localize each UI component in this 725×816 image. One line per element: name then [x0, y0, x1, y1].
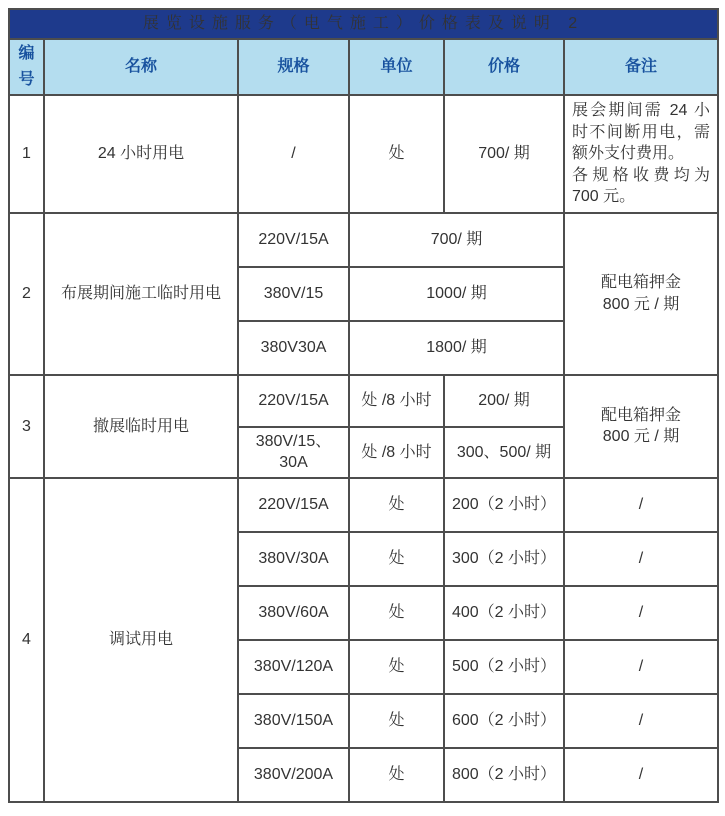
cell-name: 24 小时用电: [44, 95, 238, 213]
cell-spec: 380V/150A: [238, 694, 349, 748]
price-table: [8, 8, 719, 803]
table-row: [9, 95, 718, 213]
cell-price: 300（2 小时）: [444, 532, 564, 586]
cell-spec: 380V/15、30A: [238, 427, 349, 478]
cell-price: 400（2 小时）: [444, 586, 564, 640]
cell-name: 调试用电: [44, 478, 238, 802]
table-title: 展览设施服务（电气施工）价格表及说明 2: [9, 9, 718, 39]
cell-spec: 220V/15A: [238, 478, 349, 532]
header-name: 名称: [44, 39, 238, 95]
cell-price: 200/ 期: [444, 375, 564, 427]
cell-note: /: [564, 748, 718, 802]
cell-note: [564, 375, 718, 478]
cell-unit: 处: [349, 748, 444, 802]
table-row: [9, 478, 718, 532]
cell-unit: 处: [349, 586, 444, 640]
cell-price: 700/ 期: [349, 213, 564, 267]
cell-unit: 处 /8 小时: [349, 375, 444, 427]
cell-spec: 380V/30A: [238, 532, 349, 586]
cell-id: 1: [9, 95, 44, 213]
cell-unit: 处 /8 小时: [349, 427, 444, 478]
cell-note: /: [564, 478, 718, 532]
cell-price: 300、500/ 期: [444, 427, 564, 478]
cell-price: 1000/ 期: [349, 267, 564, 321]
cell-price: 500（2 小时）: [444, 640, 564, 694]
note-line: 800 元 / 期: [602, 295, 680, 313]
cell-unit: 处: [349, 532, 444, 586]
cell-note: /: [564, 640, 718, 694]
note-line: 800 元 / 期: [602, 428, 680, 446]
cell-unit: 处: [349, 95, 444, 213]
header-unit: 单位: [349, 39, 444, 95]
table-row: [9, 375, 718, 427]
cell-spec: 220V/15A: [238, 375, 349, 427]
cell-spec: 220V/15A: [238, 213, 349, 267]
cell-id: 2: [9, 213, 44, 375]
table-row: [9, 213, 718, 267]
cell-id: 4: [9, 478, 44, 802]
cell-note: /: [564, 694, 718, 748]
header-id: 编号: [9, 39, 44, 95]
cell-note: /: [564, 532, 718, 586]
cell-price: 200（2 小时）: [444, 478, 564, 532]
note-line: 各规格收费均为 700 元。: [572, 166, 711, 206]
cell-spec: 380V/120A: [238, 640, 349, 694]
header-price: 价格: [444, 39, 564, 95]
cell-spec: 380V/15: [238, 267, 349, 321]
cell-name: 撤展临时用电: [44, 375, 238, 478]
cell-price: 800（2 小时）: [444, 748, 564, 802]
cell-price: 700/ 期: [444, 95, 564, 213]
cell-note: /: [564, 586, 718, 640]
cell-name: 布展期间施工临时用电: [44, 213, 238, 375]
note-line: 展会期间需 24 小时不间断用电，需额外支付费用。: [572, 102, 711, 163]
cell-unit: 处: [349, 478, 444, 532]
cell-unit: 处: [349, 694, 444, 748]
header-spec: 规格: [238, 39, 349, 95]
cell-unit: 处: [349, 640, 444, 694]
note-line: 配电箱押金: [601, 406, 682, 424]
cell-id: 3: [9, 375, 44, 478]
cell-spec: /: [238, 95, 349, 213]
title-row: [9, 9, 718, 39]
cell-price: 600（2 小时）: [444, 694, 564, 748]
header-row: [9, 39, 718, 95]
header-note: 备注: [564, 39, 718, 95]
cell-spec: 380V/200A: [238, 748, 349, 802]
cell-note: [564, 213, 718, 375]
note-line: 配电箱押金: [601, 274, 682, 292]
cell-note: [564, 95, 718, 213]
cell-spec: 380V/60A: [238, 586, 349, 640]
cell-spec: 380V30A: [238, 321, 349, 375]
cell-price: 1800/ 期: [349, 321, 564, 375]
